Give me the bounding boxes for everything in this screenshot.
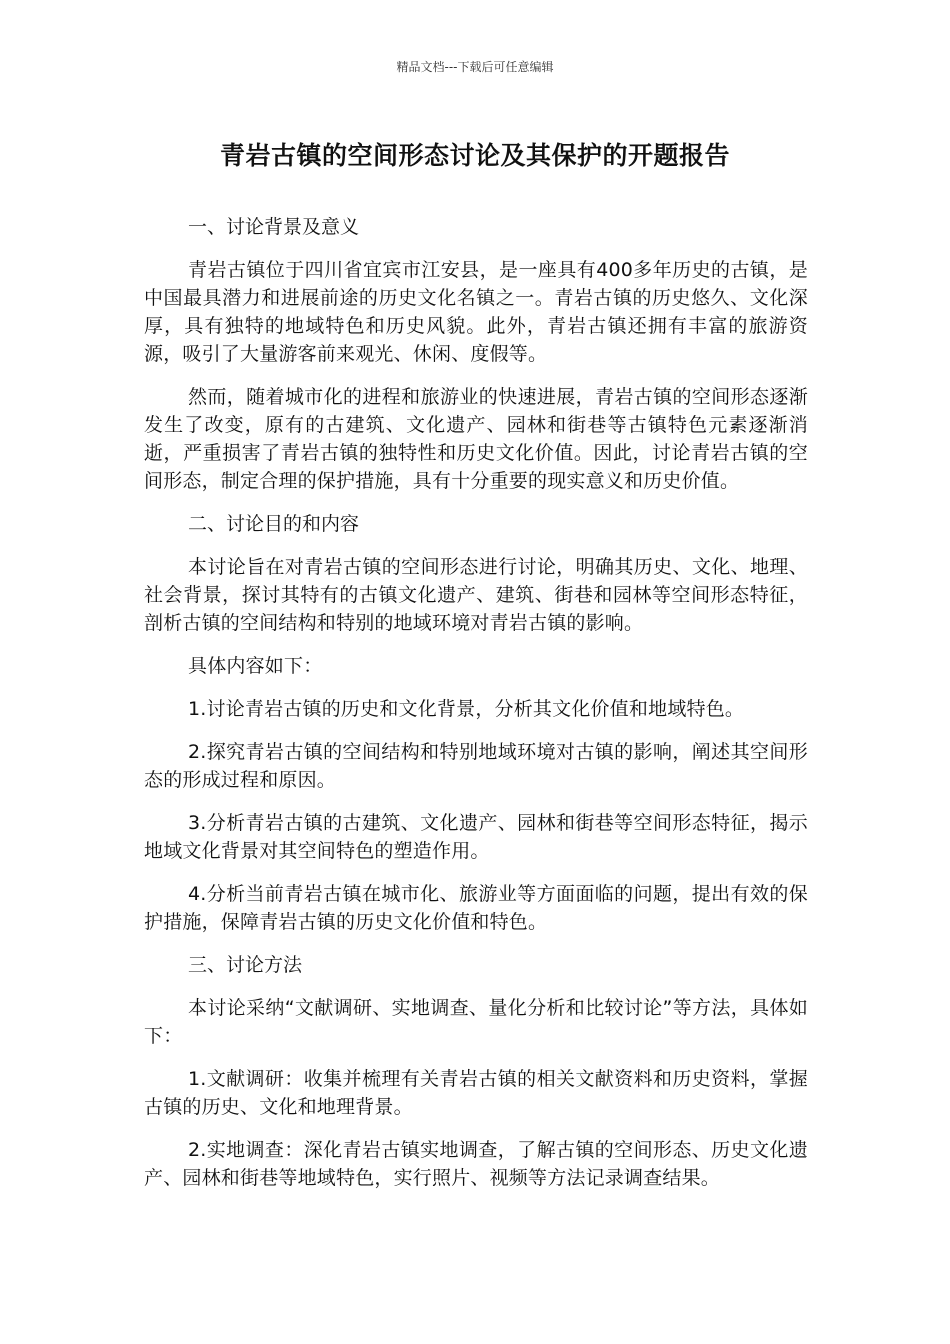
paragraph: 然而，随着城市化的进程和旅游业的快速进展，青岩古镇的空间形态逐渐发生了改变，原有的古建筑、文化遗产、园林和街巷等古镇特色元素逐渐消逝，严重损害了青岩古镇的独特性和历史文化价值。因此，讨论青岩古镇的空间形态，制定合理的保护措施，具有十分重要的现实意义和历史价值。 [144, 386, 808, 492]
section-heading-purpose: 二、讨论目的和内容 [188, 513, 360, 535]
list-item: 1.讨论青岩古镇的历史和文化背景，分析其文化价值和地域特色。 [188, 698, 745, 720]
document-body [144, 213, 808, 1207]
paragraph: 青岩古镇位于四川省宜宾市江安县，是一座具有400多年历史的古镇，是中国最具潜力和进展前途的历史文化名镇之一。青岩古镇的历史悠久、文化深厚，具有独特的地域特色和历史风貌。此外，青岩古镇还拥有丰富的旅游资源，吸引了大量游客前来观光、休闲、度假等。 [144, 259, 808, 365]
paragraph: 具体内容如下： [188, 655, 323, 677]
list-item: 2.探究青岩古镇的空间结构和特别地域环境对古镇的影响，阐述其空间形态的形成过程和原因。 [144, 741, 808, 791]
list-item: 3.分析青岩古镇的古建筑、文化遗产、园林和街巷等空间形态特征，揭示地域文化背景对其空间特色的塑造作用。 [144, 812, 808, 862]
section-heading-background: 一、讨论背景及意义 [188, 216, 360, 238]
list-item: 2.实地调查：深化青岩古镇实地调查，了解古镇的空间形态、历史文化遗产、园林和街巷等地域特色，实行照片、视频等方法记录调查结果。 [144, 1139, 808, 1189]
list-item: 1.文献调研：收集并梳理有关青岩古镇的相关文献资料和历史资料，掌握古镇的历史、文化和地理背景。 [144, 1068, 808, 1118]
paragraph: 本讨论旨在对青岩古镇的空间形态进行讨论，明确其历史、文化、地理、社会背景，探讨其特有的古镇文化遗产、建筑、街巷和园林等空间形态特征，剖析古镇的空间结构和特别的地域环境对青岩古镇的影响。 [144, 556, 808, 634]
list-item: 4.分析当前青岩古镇在城市化、旅游业等方面面临的问题，提出有效的保护措施，保障青岩古镇的历史文化价值和特色。 [144, 883, 808, 933]
page-header: 精品文档---下载后可任意编辑 [396, 60, 554, 74]
paragraph: 本讨论采纳“文献调研、实地调查、量化分析和比较讨论”等方法，具体如下： [144, 997, 808, 1047]
section-heading-methods: 三、讨论方法 [188, 954, 303, 976]
document-title: 青岩古镇的空间形态讨论及其保护的开题报告 [219, 141, 730, 170]
